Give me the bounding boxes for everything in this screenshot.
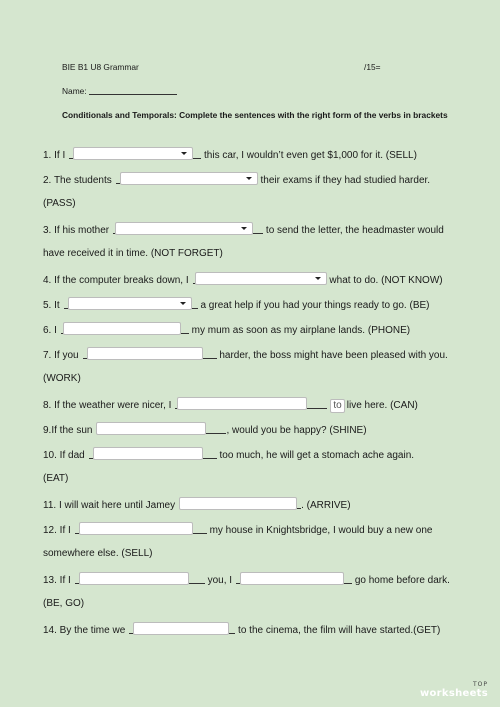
- answer-dropdown[interactable]: [73, 147, 193, 160]
- question-text: my house in Knightsbridge, I would buy a new one: [206, 525, 433, 536]
- answer-input[interactable]: [79, 572, 189, 585]
- question-text: 7. If you: [43, 350, 79, 361]
- name-blank[interactable]: [89, 86, 177, 95]
- question-2: [43, 172, 430, 187]
- question-14: [43, 622, 440, 637]
- question-text: what to do. (NOT KNOW): [326, 275, 443, 286]
- answer-input[interactable]: [240, 572, 344, 585]
- score-label: /15=: [364, 62, 381, 72]
- question-text: live here. (CAN): [346, 400, 418, 411]
- question-text: 5. It: [43, 300, 60, 311]
- question-4: [43, 272, 443, 287]
- question-5: [43, 297, 430, 312]
- answer-input[interactable]: [79, 522, 193, 535]
- question-text: 4. If the computer breaks down, I: [43, 275, 189, 286]
- question-12-cont: somewhere else. (SELL): [43, 548, 153, 559]
- question-text: 10. If dad: [43, 450, 85, 461]
- answer-input[interactable]: [87, 347, 203, 360]
- question-1: [43, 147, 417, 162]
- question-text: 1. If I: [43, 150, 66, 161]
- question-text: 11. I will wait here until Jamey: [43, 500, 176, 511]
- question-6: [43, 322, 410, 337]
- answer-input[interactable]: [179, 497, 297, 510]
- logo-top-text: TOP: [472, 681, 488, 688]
- question-13: [43, 572, 450, 587]
- question-text: 8. If the weather were nicer, I: [43, 400, 172, 411]
- question-3: [43, 222, 444, 237]
- question-text: 13. If I: [43, 575, 71, 586]
- question-3-cont: have received it in time. (NOT FORGET): [43, 248, 223, 259]
- question-text: to send the letter, the headmaster would: [263, 225, 444, 236]
- question-10-cont: (EAT): [43, 473, 69, 484]
- answer-dropdown[interactable]: [68, 297, 192, 310]
- question-13-cont: (BE, GO): [43, 598, 85, 609]
- name-label: Name:: [62, 86, 87, 96]
- question-text: 14. By the time we: [43, 625, 126, 636]
- question-text: 6. I: [43, 325, 57, 336]
- top-worksheets-logo: [420, 681, 488, 699]
- question-text: their exams if they had studied harder.: [257, 175, 431, 186]
- question-text: a great help if you had your things ready to go. (BE): [197, 300, 430, 311]
- logo-bottom-text: worksheets: [419, 688, 488, 699]
- question-text: this car, I wouldn’t even get $1,000 for it. (SELL): [201, 150, 417, 161]
- question-text: to the cinema, the film will have started.(GET): [235, 625, 441, 636]
- word-chip: to: [330, 399, 344, 413]
- question-text: you, I: [204, 575, 233, 586]
- answer-dropdown[interactable]: [115, 222, 253, 235]
- question-text: 3. If his mother: [43, 225, 110, 236]
- question-text: too much, he will get a stomach ache again.: [216, 450, 415, 461]
- instructions: Conditionals and Temporals: Complete the sentences with the right form of the verbs in brackets: [62, 110, 448, 120]
- question-text: , would you be happy? (SHINE): [226, 425, 367, 436]
- question-text: my mum as soon as my airplane lands. (PHONE): [188, 325, 411, 336]
- answer-input[interactable]: [93, 447, 203, 460]
- question-2-cont: (PASS): [43, 198, 76, 209]
- question-text: . (ARRIVE): [301, 500, 351, 511]
- answer-input[interactable]: [177, 397, 307, 410]
- answer-dropdown[interactable]: [195, 272, 327, 285]
- question-8: [43, 397, 418, 413]
- question-9: [43, 422, 367, 437]
- answer-dropdown[interactable]: [120, 172, 258, 185]
- answer-input[interactable]: [96, 422, 206, 435]
- question-10: [43, 447, 414, 462]
- question-12: [43, 522, 433, 537]
- answer-input[interactable]: [133, 622, 229, 635]
- question-7: [43, 347, 448, 362]
- question-11: [43, 497, 351, 512]
- question-text: 2. The students: [43, 175, 112, 186]
- question-text: harder, the boss might have been pleased with you.: [216, 350, 448, 361]
- question-7-cont: (WORK): [43, 373, 81, 384]
- name-row: [62, 86, 177, 96]
- answer-input[interactable]: [63, 322, 181, 335]
- question-text: 12. If I: [43, 525, 71, 536]
- question-text: go home before dark.: [352, 575, 450, 586]
- question-text: 9.If the sun: [43, 425, 93, 436]
- worksheet-title: BIE B1 U8 Grammar: [62, 62, 139, 72]
